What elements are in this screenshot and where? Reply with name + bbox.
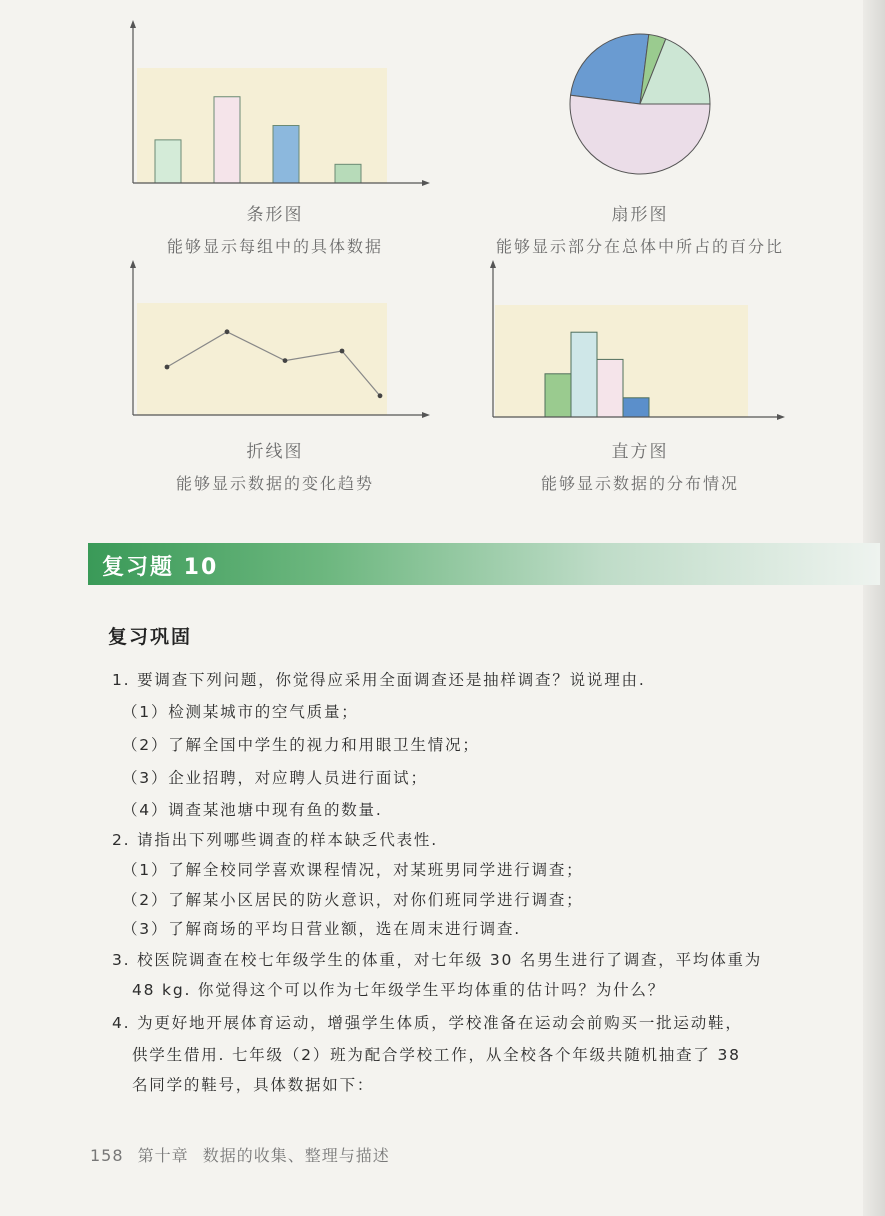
line-chart	[125, 258, 435, 423]
line-point-1	[165, 365, 170, 370]
hist-bar-1	[545, 374, 571, 417]
exercise-line: （1）了解全校同学喜欢课程情况，对某班男同学进行调查；	[122, 861, 584, 879]
line-chart-title: 折线图	[246, 442, 304, 462]
bar-chart-title: 条形图	[246, 205, 304, 225]
bar-chart-desc: 能够显示每组中的具体数据	[166, 237, 383, 256]
review-banner	[88, 543, 880, 585]
histogram-desc: 能够显示数据的分布情况	[540, 474, 739, 493]
pie-chart-title: 扇形图	[611, 205, 669, 225]
exercise-line: 供学生借用. 七年级（2）班为配合学校工作，从全校各个年级共随机抽查了 38	[132, 1046, 741, 1064]
exercise-line: 2. 请指出下列哪些调查的样本缺乏代表性.	[112, 831, 438, 849]
pie-chart-caption	[480, 200, 800, 257]
exercise-line: （2）了解全国中学生的视力和用眼卫生情况；	[122, 736, 480, 754]
bar-2	[214, 97, 240, 183]
bar-3	[273, 126, 299, 184]
line-point-5	[378, 393, 383, 398]
bar-chart-caption	[140, 200, 410, 257]
bar-1	[155, 140, 181, 183]
hist-bar-2	[571, 332, 597, 417]
line-point-4	[340, 349, 345, 354]
page-edge	[863, 0, 885, 1216]
exercise-line: 48 kg. 你觉得这个可以作为七年级学生平均体重的估计吗？为什么？	[132, 981, 666, 999]
pie-slice-A	[571, 34, 649, 104]
exercise-line: （2）了解某小区居民的防火意识，对你们班同学进行调查；	[122, 891, 584, 909]
histogram-caption	[500, 437, 780, 494]
banner-title: 复习题 10	[102, 555, 219, 580]
exercise-line: 4. 为更好地开展体育运动，增强学生体质，学校准备在运动会前购买一批运动鞋，	[112, 1014, 743, 1032]
hist-bar-3	[597, 359, 623, 417]
line-chart-caption	[140, 437, 410, 494]
histogram-title: 直方图	[611, 442, 669, 462]
exercise-line: （3）了解商场的平均日营业额，选在周末进行调查.	[122, 920, 521, 938]
pie-chart	[560, 30, 720, 180]
chapter-label: 第十章	[137, 1146, 189, 1165]
page-number: 158	[90, 1146, 124, 1165]
pie-chart-desc: 能够显示部分在总体中所占的百分比	[495, 237, 784, 256]
exercise-line: 3. 校医院调查在校七年级学生的体重，对七年级 30 名男生进行了调查，平均体重为	[112, 951, 763, 969]
line-point-3	[283, 358, 288, 363]
exercise-line: （3）企业招聘，对应聘人员进行面试；	[122, 769, 428, 787]
line-chart-desc: 能够显示数据的变化趋势	[175, 474, 374, 493]
line-point-2	[225, 329, 230, 334]
hist-bar-4	[623, 398, 649, 417]
pie-slice-D	[570, 95, 710, 174]
exercise-line: 1. 要调查下列问题，你觉得应采用全面调查还是抽样调查？说说理由.	[112, 671, 646, 689]
chapter-title: 数据的收集、整理与描述	[202, 1146, 390, 1165]
page-footer	[90, 1143, 398, 1166]
exercise-line: （4）调查某池塘中现有鱼的数量.	[122, 801, 383, 819]
section-title: 复习巩固	[108, 626, 193, 648]
exercise-line: 名同学的鞋号，具体数据如下：	[132, 1076, 375, 1094]
exercise-line: （1）检测某城市的空气质量；	[122, 703, 359, 721]
bar-chart	[125, 18, 435, 193]
histogram-chart	[485, 258, 790, 423]
bar-4	[335, 164, 361, 183]
